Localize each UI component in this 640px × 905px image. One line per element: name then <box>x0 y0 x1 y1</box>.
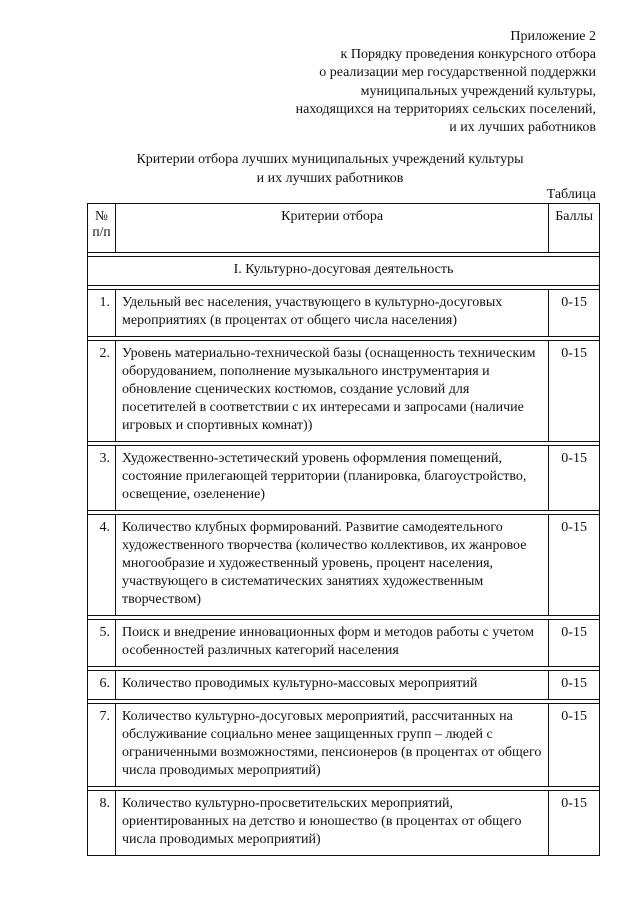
table-row <box>88 446 600 511</box>
row-number: 8. <box>88 791 116 856</box>
table-row <box>88 791 600 856</box>
appendix-line: Приложение 2 <box>510 29 596 44</box>
table-row <box>88 620 600 667</box>
row-score: 0-15 <box>549 515 600 616</box>
document-title-line: Критерии отбора лучших муниципальных учреждений культуры <box>136 152 524 167</box>
table-row <box>88 704 600 787</box>
appendix-line: к Порядку проведения конкурсного отбора <box>340 47 596 63</box>
table-header-row <box>88 204 600 253</box>
appendix-line: о реализации мер государственной поддержки <box>319 65 596 81</box>
row-number: 5. <box>88 620 116 667</box>
row-score: 0-15 <box>549 671 600 700</box>
row-criteria: Уровень материально-технической базы (оснащенность техническим оборудованием, пополнение музыкального инструментария и обновление сценических костюмов, создание условий для посетителей в соответствии с их интересами и запросами (наличие игровых и спортивных комнат)) <box>116 341 549 442</box>
appendix-line: муниципальных учреждений культуры, <box>360 83 596 99</box>
header-number: № п/п <box>88 204 116 253</box>
document-title <box>60 151 600 188</box>
row-number: 6. <box>88 671 116 700</box>
row-number: 7. <box>88 704 116 787</box>
criteria-table <box>87 203 600 856</box>
row-score: 0-15 <box>549 704 600 787</box>
appendix-header <box>196 28 596 137</box>
table-row <box>88 671 600 700</box>
row-criteria: Количество культурно-просветительских мероприятий, ориентированных на детство и юношество (в процентах от общего числа проводимых мероприятий) <box>116 791 549 856</box>
section-row <box>88 257 600 286</box>
row-criteria: Удельный вес населения, участвующего в культурно-досуговых мероприятиях (в процентах от общего числа населения) <box>116 290 549 337</box>
row-criteria: Количество проводимых культурно-массовых мероприятий <box>116 671 549 700</box>
row-number: 3. <box>88 446 116 511</box>
row-criteria: Художественно-эстетический уровень оформления помещений, состояние прилегающей территории (планировка, благоустройство, освещение, озеленение) <box>116 446 549 511</box>
row-criteria: Количество культурно-досуговых мероприятий, рассчитанных на обслуживание социально менее защищенных групп – людей с ограниченными возможностями, пенсионеров (в процентах от общего числа проводимых мероприятий) <box>116 704 549 787</box>
appendix-line: и их лучших работников <box>449 120 596 136</box>
row-number: 4. <box>88 515 116 616</box>
row-number: 2. <box>88 341 116 442</box>
table-row <box>88 341 600 442</box>
appendix-line: находящихся на территориях сельских поселений, <box>295 101 596 117</box>
row-score: 0-15 <box>549 620 600 667</box>
header-criteria: Критерии отбора <box>116 204 549 253</box>
row-score: 0-15 <box>549 290 600 337</box>
table-row <box>88 515 600 616</box>
table-caption: Таблица <box>546 187 596 202</box>
row-number: 1. <box>88 290 116 337</box>
row-criteria: Количество клубных формирований. Развитие самодеятельного художественного творчества (количество коллективов, их жанровое многообразие и художественный уровень, процент населения, участвующего в систематических занятиях художественным творчеством) <box>116 515 549 616</box>
document-title-line: и их лучших работников <box>256 170 404 186</box>
table-row <box>88 290 600 337</box>
section-title: I. Культурно-досуговая деятельность <box>88 257 600 286</box>
row-score: 0-15 <box>549 341 600 442</box>
row-criteria: Поиск и внедрение инновационных форм и методов работы с учетом особенностей различных категорий населения <box>116 620 549 667</box>
row-score: 0-15 <box>549 446 600 511</box>
row-score: 0-15 <box>549 791 600 856</box>
header-score: Баллы <box>549 204 600 253</box>
